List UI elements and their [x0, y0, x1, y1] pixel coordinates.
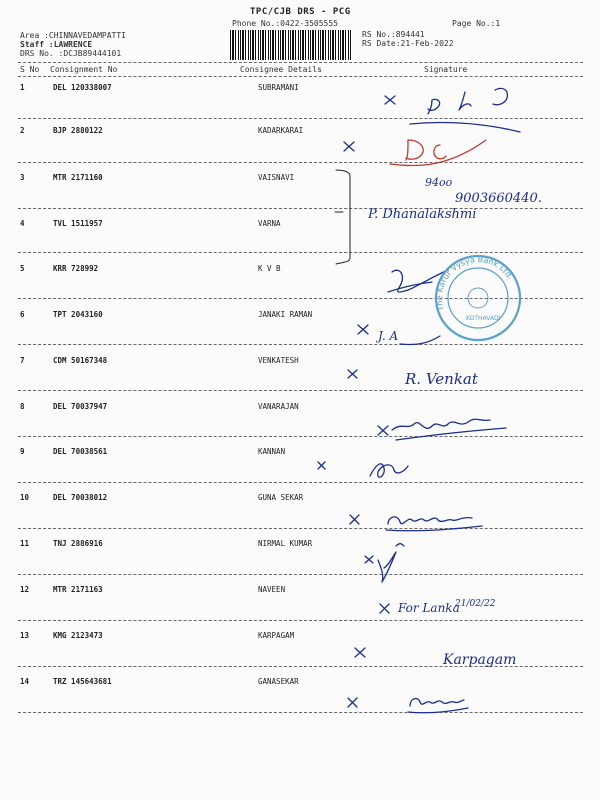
document-title: TPC/CJB DRS - PCG: [250, 7, 351, 17]
handwritten-sig12-date: 21/02/22: [455, 599, 496, 609]
handwritten-sig12: For Lanka: [398, 601, 460, 615]
row-consignee: GUNA SEKAR: [258, 493, 304, 502]
row-consignee: K V B: [258, 264, 281, 273]
row-sno: 3: [20, 173, 25, 182]
row-consignee: VANARAJAN: [258, 402, 299, 411]
row-sno: 10: [20, 493, 30, 502]
row-consignee: KANNAN: [258, 447, 286, 456]
row-consignment: DEL 70038012: [53, 493, 108, 502]
signature-2: [344, 140, 486, 166]
handwritten-name: P. Dhanalakshmi: [368, 207, 477, 222]
row-consignment: MTR 2171160: [53, 173, 103, 182]
handwritten-sig13: Karpagam: [443, 652, 517, 668]
row-sno: 4: [20, 219, 25, 228]
handwritten-sig7: R. Venkat: [405, 370, 478, 388]
row-consignment: MTR 2171163: [53, 585, 103, 594]
signature-12: [380, 599, 496, 615]
row-consignment: KRR 728992: [53, 264, 99, 273]
row-consignee: NAVEEN: [258, 585, 286, 594]
signature-9: [318, 462, 408, 477]
signature-6: [358, 325, 440, 345]
row-sno: 1: [20, 83, 25, 92]
signature-11: [365, 544, 404, 582]
signature-8: [378, 419, 506, 440]
row-consignee: VENKATESH: [258, 356, 299, 365]
rs-number: RS No.:894441: [362, 30, 425, 39]
row-consignee: SUBRAMANI: [258, 83, 299, 92]
stamp-text: The Karur Vysya Bank Ltd.: [434, 255, 516, 312]
row-sno: 8: [20, 402, 25, 411]
handwritten-sig6: J. A: [378, 329, 399, 343]
bank-stamp: [435, 255, 520, 340]
col-consignee-header: Consignee Details: [240, 65, 322, 74]
row-consignment: TVL 1511957: [53, 219, 103, 228]
row-consignment: TPT 2043160: [53, 310, 103, 319]
row-consignee: VAISNAVI: [258, 173, 295, 182]
row-consignment: TRZ 145643681: [53, 677, 112, 686]
row-sno: 7: [20, 356, 25, 365]
col-signature-header: Signature: [424, 65, 468, 74]
row-consignee: NIRMAL KUMAR: [258, 539, 313, 548]
row-consignment: TNJ 2886916: [53, 539, 103, 548]
col-consignment-header: Consignment No: [50, 65, 118, 74]
signature-10: [350, 515, 482, 531]
row-sno: 14: [20, 677, 30, 686]
signature-3-4: [335, 170, 542, 264]
row-consignee: GANASEKAR: [258, 677, 299, 686]
signature-14: [348, 698, 468, 713]
signature-1: [385, 88, 520, 132]
rs-date: RS Date:21-Feb-2022: [362, 39, 454, 48]
row-consignment: DEL 70037947: [53, 402, 108, 411]
staff-label: Staff :LAWRENCE: [20, 40, 93, 49]
row-sno: 13: [20, 631, 30, 640]
drs-number: DRS No. :DCJB89444101: [20, 49, 122, 58]
stamp-inner-text: KOTHAVADI: [466, 315, 501, 322]
page-number: Page No.:1: [452, 19, 501, 28]
row-sno: 11: [20, 539, 30, 548]
row-sno: 5: [20, 264, 25, 273]
row-sno: 9: [20, 447, 25, 456]
col-sno-header: S No: [20, 65, 40, 74]
row-consignment: CDM 50167348: [53, 356, 108, 365]
row-consignment: BJP 2880122: [53, 126, 103, 135]
area-label: Area :CHINNAVEDAMPATTI: [20, 31, 126, 40]
row-consignment: KMG 2123473: [53, 631, 103, 640]
signature-7: [348, 370, 479, 388]
row-consignee: JANAKI RAMAN: [258, 310, 313, 319]
row-consignment: DEL 70038561: [53, 447, 108, 456]
phone-number: Phone No.:0422-3505555: [232, 19, 338, 28]
row-consignment: DEL 120338007: [53, 83, 112, 92]
row-sno: 2: [20, 126, 25, 135]
handwritten-phone: 9003660440.: [455, 191, 542, 206]
handwritten-code: 94oo: [425, 176, 453, 189]
row-consignee: VARNA: [258, 219, 281, 228]
row-sno: 6: [20, 310, 25, 319]
row-sno: 12: [20, 585, 30, 594]
row-consignee: KADARKARAI: [258, 126, 304, 135]
row-consignee: KARPAGAM: [258, 631, 295, 640]
signature-13: [355, 648, 516, 668]
